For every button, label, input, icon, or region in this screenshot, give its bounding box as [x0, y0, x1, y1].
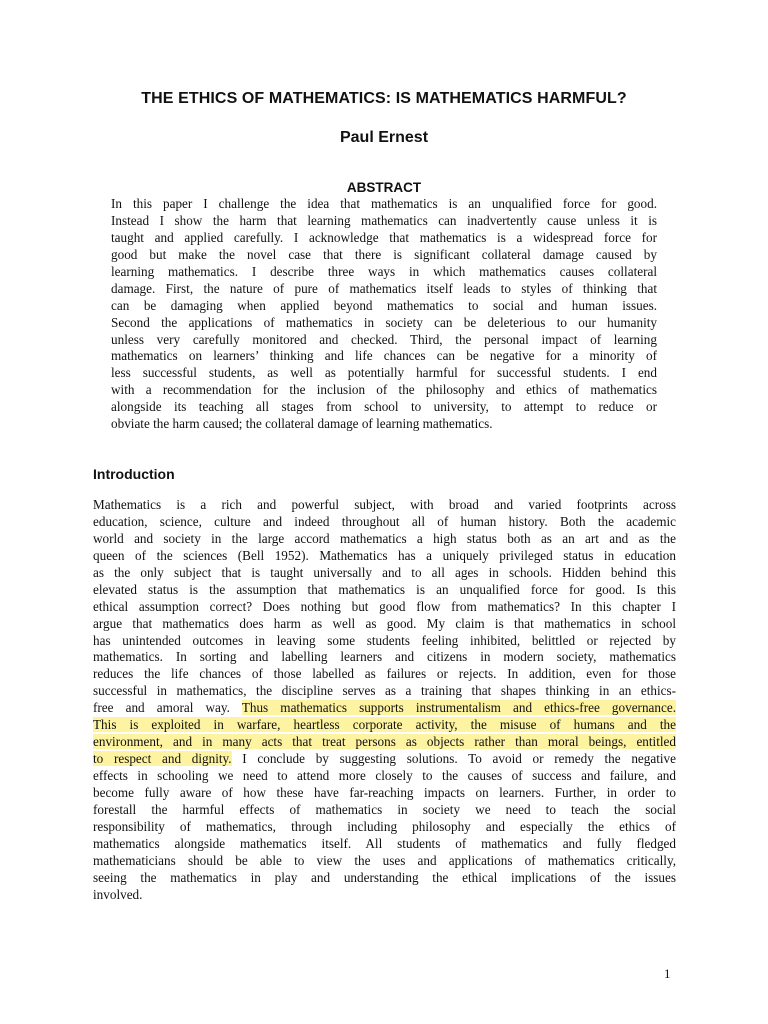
paragraph-line: has unintended outcomes in leaving some students feeling inhibited, belittled or rejected by [93, 632, 676, 648]
abstract-line: less successful students, as well as potentially harmful for successful students. I end [111, 365, 657, 381]
paragraph-line: Mathematics is a rich and powerful subject, with broad and varied footprints across [93, 497, 676, 512]
section-heading-introduction: Introduction [93, 466, 175, 482]
abstract-line: learning mathematics. I describe three ways in which mathematics causes collateral [111, 263, 657, 279]
paragraph-line: become fully aware of how these have far-reaching impacts on learners. Further, in order to [93, 784, 676, 800]
introduction-body [93, 497, 676, 904]
paragraph-line: argue that mathematics does harm as well as good. My claim is that mathematics in school [93, 615, 676, 631]
abstract-line: can be damaging when applied beyond mathematics to social and human issues. [111, 297, 657, 313]
author-name: Paul Ernest [339, 129, 429, 146]
highlighted-text[interactable]: Thus mathematics supports instrumentalism and ethics-free governance. [241, 700, 676, 716]
paragraph-line [93, 700, 676, 717]
paragraph-line: effects in schooling we need to attend more closely to the causes of success and failure, and [93, 768, 676, 783]
paragraph-line: ethical assumption correct? Does nothing but good flow from mathematics? In this chapter I [93, 598, 676, 614]
paragraph-line: mathematics alongside mathematics itself. All students of mathematics and fully fledged [93, 835, 676, 851]
paragraph-line [93, 751, 676, 768]
paragraph-line: involved. [93, 886, 143, 902]
paragraph-line [93, 717, 676, 734]
abstract-body [111, 196, 657, 433]
abstract-line: Instead I show the harm that learning mathematics can inadvertently cause unless it is [111, 212, 657, 228]
highlighted-text[interactable]: environment, and in many acts that treat persons as objects rather than moral beings, entitled [93, 734, 676, 750]
highlighted-text[interactable]: to respect and dignity. [93, 751, 232, 767]
abstract-line: damage. First, the nature of pure of mathematics itself leads to styles of thinking that [111, 280, 657, 296]
page-number: 1 [664, 966, 671, 981]
highlighted-text[interactable]: This is exploited in warfare, heartless corporate activity, the misuse of humans and the [93, 717, 676, 733]
paragraph-line: as the only subject that is taught universally and to all ages in schools. Hidden behind this [93, 564, 676, 580]
paragraph-line: education, science, culture and indeed throughout all of human history. Both the academic [93, 513, 676, 529]
paragraph-line: world and society in the large accord mathematics a high status both as an art and as the [93, 530, 676, 546]
abstract-heading: ABSTRACT [346, 180, 422, 195]
paragraph-line: elevated status is the assumption that mathematics is an unqualified force for good. Is this [93, 581, 676, 597]
abstract-line: In this paper I challenge the idea that mathematics is an unqualified force for good. [111, 196, 657, 211]
paragraph-line: responsibility of mathematics, through including philosophy and especially the ethics of [93, 818, 676, 834]
paragraph-line: mathematicians should be able to view the uses and applications of mathematics critically, [93, 852, 676, 868]
abstract-line: obviate the harm caused; the collateral damage of learning mathematics. [111, 416, 493, 432]
abstract-line: unless very carefully monitored and checked. Third, the personal impact of learning [111, 331, 657, 347]
line-text: I conclude by suggesting solutions. To avoid or remedy the negative [231, 751, 676, 767]
abstract-line: mathematics on learners’ thinking and life chances can be negative for a minority of [111, 348, 657, 364]
paragraph-line: reduces the life chances of those labelled as failures or rejects. In addition, even for those [93, 666, 676, 682]
abstract-line: with a recommendation for the inclusion of the philosophy and ethics of mathematics [111, 382, 657, 398]
abstract-line: alongside its teaching all stages from school to university, to attempt to reduce or [111, 399, 657, 415]
paragraph-line: successful in mathematics, the discipline serves as a training that shapes thinking in an ethics- [93, 683, 676, 699]
abstract-line: good but make the novel case that there is significant collateral damage caused by [111, 246, 657, 262]
paragraph-line: mathematics. In sorting and labelling learners and citizens in modern society, mathematics [93, 649, 676, 665]
paragraph-line: forestall the harmful effects of mathematics in society we need to teach the social [93, 801, 676, 817]
paragraph-line: seeing the mathematics in play and understanding the ethical implications of the issues [93, 869, 676, 885]
paragraph-line [93, 734, 676, 751]
abstract-line: taught and applied carefully. I acknowledge that mathematics is a widespread force for [111, 229, 657, 245]
abstract-line: Second the applications of mathematics in society can be deleterious to our humanity [111, 314, 657, 330]
paragraph-line: queen of the sciences (Bell 1952). Mathematics has a uniquely privileged status in education [93, 547, 676, 563]
line-text: free and amoral way. [93, 700, 242, 716]
page-title: THE ETHICS OF MATHEMATICS: IS MATHEMATICS HARMFUL? [141, 90, 627, 107]
